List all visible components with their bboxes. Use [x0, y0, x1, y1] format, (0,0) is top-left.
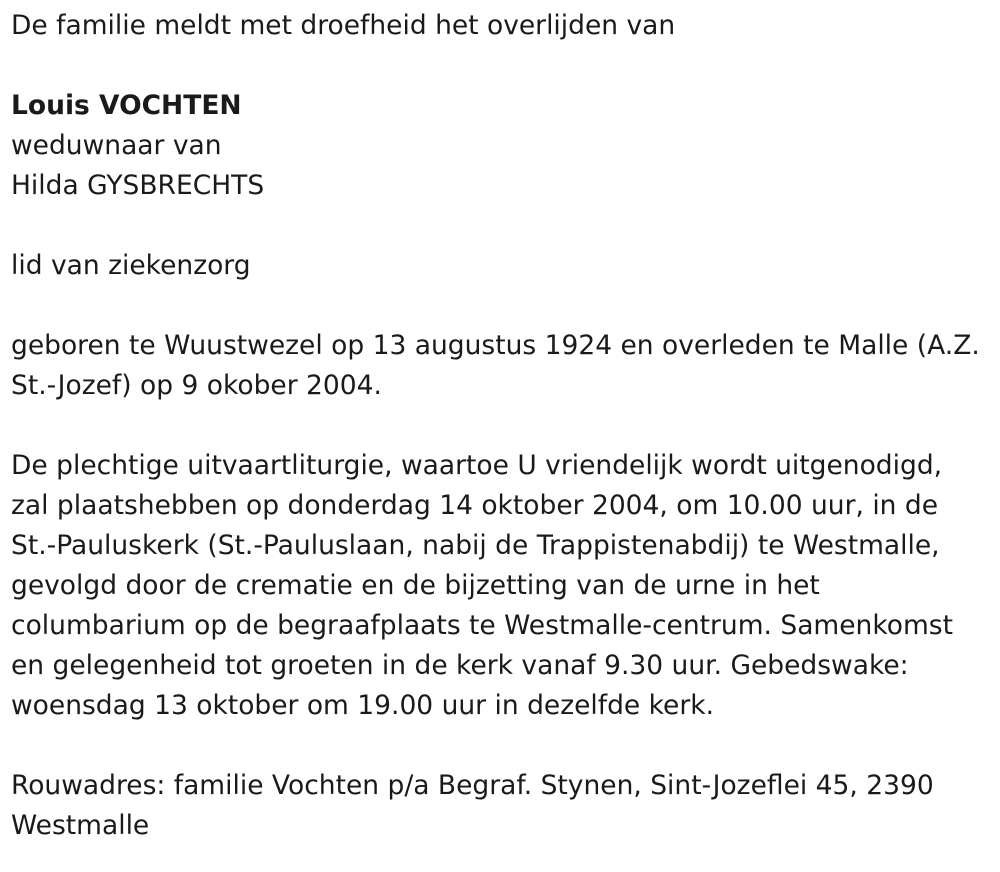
deceased-name: Louis VOCHTEN: [11, 90, 242, 121]
spouse-name: Hilda GYSBRECHTS: [11, 170, 265, 201]
funeral-line: St.-Pauluskerk (St.-Pauluslaan, nabij de Trappistenabdij) te Westmalle,: [11, 530, 940, 561]
intro-text: De familie meldt met droefheid het overlijden van: [11, 10, 676, 41]
birth-death-paragraph: [11, 326, 1000, 406]
funeral-paragraph: [11, 446, 1000, 726]
spacer: [11, 46, 1000, 86]
address-line: Westmalle: [11, 810, 150, 841]
spacer: [11, 286, 1000, 326]
membership-text: lid van ziekenzorg: [11, 250, 251, 281]
funeral-line: gevolgd door de crematie en de bijzetting van de urne in het: [11, 570, 820, 601]
funeral-line: zal plaatshebben op donderdag 14 oktober 2004, om 10.00 uur, in de: [11, 490, 939, 521]
spacer: [11, 406, 1000, 446]
birth-death-line: geboren te Wuustwezel op 13 augustus 1924 en overleden te Malle (A.Z.: [11, 330, 980, 361]
relation-text: weduwnaar van: [11, 130, 222, 161]
spacer: [11, 726, 1000, 766]
funeral-line: De plechtige uitvaartliturgie, waartoe U vriendelijk wordt uitgenodigd,: [11, 450, 943, 481]
funeral-line: columbarium op de begraafplaats te Westmalle-centrum. Samenkomst: [11, 610, 953, 641]
funeral-line: en gelegenheid tot groeten in de kerk vanaf 9.30 uur. Gebedswake:: [11, 650, 909, 681]
birth-death-line: St.-Jozef) op 9 okober 2004.: [11, 370, 382, 401]
address-line: Rouwadres: familie Vochten p/a Begraf. Stynen, Sint-Jozeflei 45, 2390: [11, 770, 934, 801]
funeral-line: woensdag 13 oktober om 19.00 uur in dezelfde kerk.: [11, 690, 715, 721]
spacer: [11, 206, 1000, 246]
address-paragraph: [11, 766, 1000, 846]
